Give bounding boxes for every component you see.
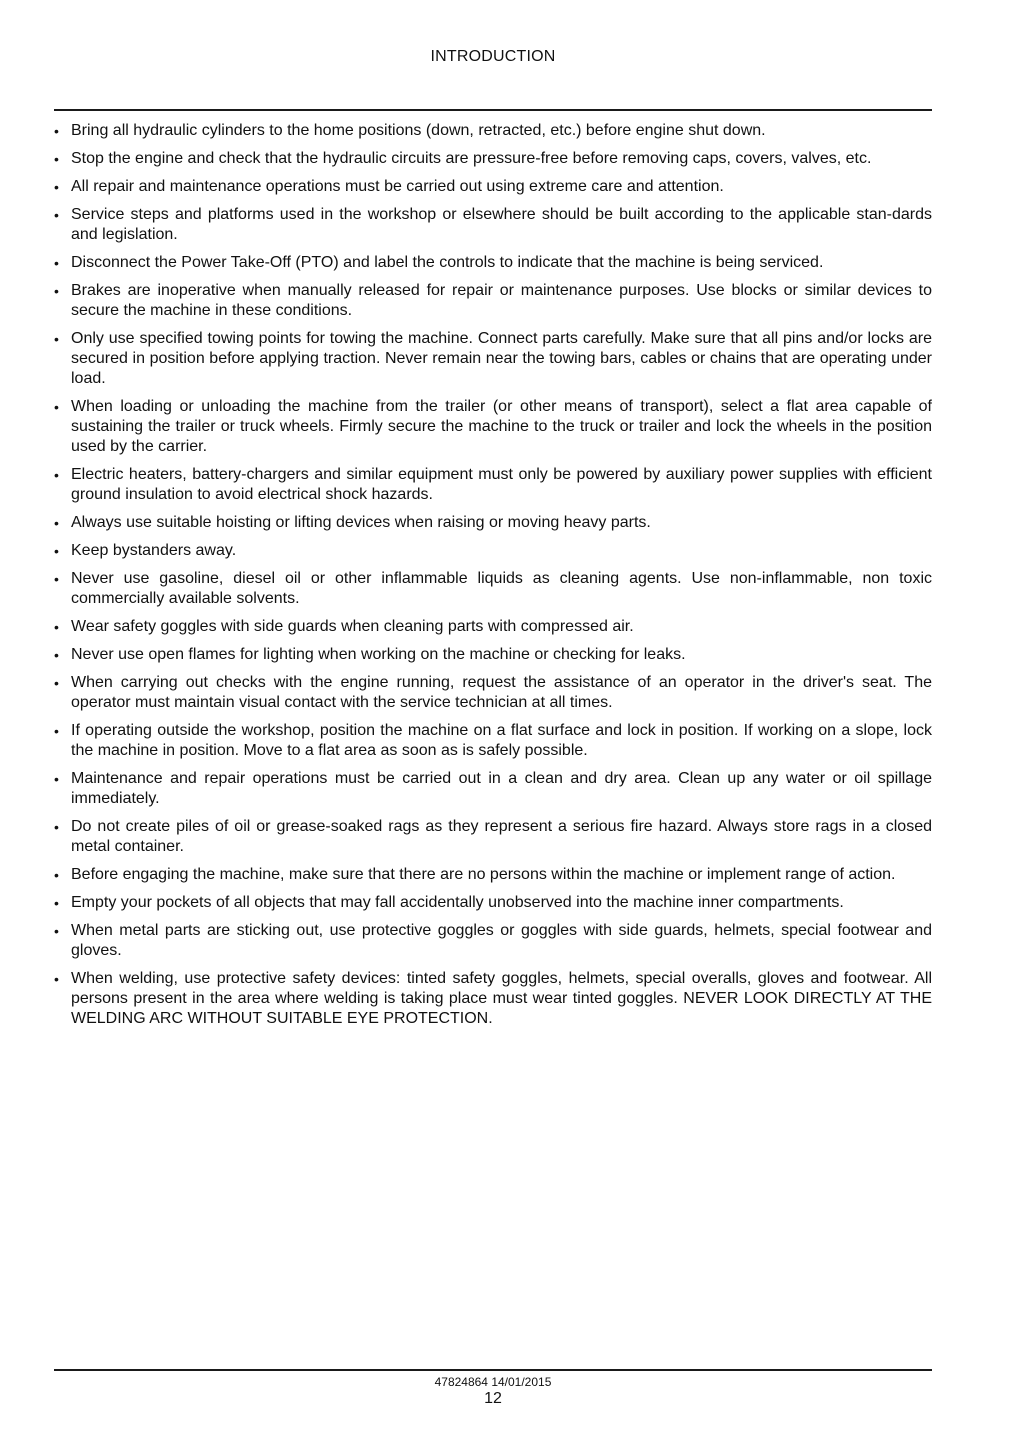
bullet-dot-icon: • — [54, 151, 59, 167]
list-item — [54, 177, 932, 197]
list-item-text: Wear safety goggles with side guards when cleaning parts with compressed air. — [71, 618, 634, 635]
list-item — [54, 721, 932, 761]
bullet-dot-icon: • — [54, 675, 59, 691]
bullet-dot-icon: • — [54, 283, 59, 299]
list-item-text: Bring all hydraulic cylinders to the home positions (down, retracted, etc.) before engine shut down. — [71, 122, 766, 139]
list-item — [54, 617, 932, 637]
list-item-text: Electric heaters, battery-chargers and similar equipment must only be powered by auxiliary power supplies with efficient ground insulation to avoid electrical shock hazards. — [71, 466, 932, 503]
list-item — [54, 817, 932, 857]
bullet-dot-icon: • — [54, 571, 59, 587]
list-item-text: Only use specified towing points for towing the machine. Connect parts carefully. Make sure that all pins and/or locks are secured in position before applying traction. Never remain near the towing bars, cables or chains that are operating under load. — [71, 330, 932, 387]
list-item-text: When metal parts are sticking out, use protective goggles or goggles with side guards, helmets, special footwear and gloves. — [71, 922, 932, 959]
bullet-dot-icon: • — [54, 515, 59, 531]
list-item — [54, 465, 932, 505]
list-item-text: Never use open flames for lighting when working on the machine or checking for leaks. — [71, 646, 686, 663]
list-item — [54, 121, 932, 141]
list-item — [54, 865, 932, 885]
list-item — [54, 281, 932, 321]
list-item — [54, 969, 932, 1029]
bullet-dot-icon: • — [54, 331, 59, 347]
list-item-text: Never use gasoline, diesel oil or other inflammable liquids as cleaning agents. Use non-inflammable, non toxic commercially available solvents. — [71, 570, 932, 607]
list-item — [54, 645, 932, 665]
bullet-dot-icon: • — [54, 255, 59, 271]
list-item-text: When welding, use protective safety devices: tinted safety goggles, helmets, special overalls, gloves and footwear. All persons present in the area where welding is taking place must wear tinted goggles. NEVER LOOK DIRECTLY AT THE WELDING ARC WITHOUT SUITABLE EYE PROTECTION. — [71, 970, 932, 1027]
list-item-text: All repair and maintenance operations must be carried out using extreme care and attention. — [71, 178, 724, 195]
bullet-dot-icon: • — [54, 723, 59, 739]
list-item-text: If operating outside the workshop, position the machine on a flat surface and lock in position. If working on a slope, lock the machine in position. Move to a flat area as soon as is safely possible. — [71, 722, 932, 759]
list-item — [54, 541, 932, 561]
list-item — [54, 149, 932, 169]
list-item — [54, 205, 932, 245]
bullet-dot-icon: • — [54, 179, 59, 195]
list-item — [54, 673, 932, 713]
list-item — [54, 769, 932, 809]
bullet-dot-icon: • — [54, 619, 59, 635]
header-divider — [54, 109, 932, 111]
list-item — [54, 513, 932, 533]
bullet-dot-icon: • — [54, 399, 59, 415]
list-item — [54, 569, 932, 609]
bullet-dot-icon: • — [54, 867, 59, 883]
list-item-text: Do not create piles of oil or grease-soaked rags as they represent a serious fire hazard. Always store rags in a closed metal container. — [71, 818, 932, 855]
bullet-dot-icon: • — [54, 123, 59, 139]
bullet-dot-icon: • — [54, 207, 59, 223]
list-item — [54, 893, 932, 913]
list-item-text: When loading or unloading the machine from the trailer (or other means of transport), select a flat area capable of sustaining the trailer or truck wheels. Firmly secure the machine to the truck or trailer and lock the wheels in the position used by the carrier. — [71, 398, 932, 455]
bullet-dot-icon: • — [54, 467, 59, 483]
list-item — [54, 397, 932, 457]
list-item-text: Keep bystanders away. — [71, 542, 237, 559]
list-item — [54, 253, 932, 273]
list-item-text: Before engaging the machine, make sure that there are no persons within the machine or implement range of action. — [71, 866, 896, 883]
bullet-dot-icon: • — [54, 923, 59, 939]
bullet-dot-icon: • — [54, 819, 59, 835]
list-item — [54, 921, 932, 961]
bullet-dot-icon: • — [54, 543, 59, 559]
list-item-text: Always use suitable hoisting or lifting devices when raising or moving heavy parts. — [71, 514, 651, 531]
bullet-dot-icon: • — [54, 971, 59, 987]
footer-page-number: 12 — [484, 1390, 502, 1407]
bullet-dot-icon: • — [54, 771, 59, 787]
list-item-text: Stop the engine and check that the hydraulic circuits are pressure-free before removing caps, covers, valves, etc. — [71, 150, 872, 167]
list-item-text: Maintenance and repair operations must be carried out in a clean and dry area. Clean up any water or oil spillage immediately. — [71, 770, 932, 807]
list-item — [54, 329, 932, 389]
safety-bullet-list — [54, 121, 932, 1037]
list-item-text: Brakes are inoperative when manually released for repair or maintenance purposes. Use blocks or similar devices to secure the machine in these conditions. — [71, 282, 932, 319]
footer-divider — [54, 1369, 932, 1371]
list-item-text: Service steps and platforms used in the workshop or elsewhere should be built according to the applicable stan-dards and legislation. — [71, 206, 932, 243]
footer-document-code: 47824864 14/01/2015 — [434, 1375, 552, 1389]
list-item-text: Empty your pockets of all objects that may fall accidentally unobserved into the machine inner compartments. — [71, 894, 844, 911]
page-header-title: INTRODUCTION — [430, 48, 556, 65]
list-item-text: When carrying out checks with the engine running, request the assistance of an operator in the driver's seat. The operator must maintain visual contact with the service technician at all times. — [71, 674, 932, 711]
list-item-text: Disconnect the Power Take-Off (PTO) and label the controls to indicate that the machine is being serviced. — [71, 254, 824, 271]
bullet-dot-icon: • — [54, 647, 59, 663]
bullet-dot-icon: • — [54, 895, 59, 911]
